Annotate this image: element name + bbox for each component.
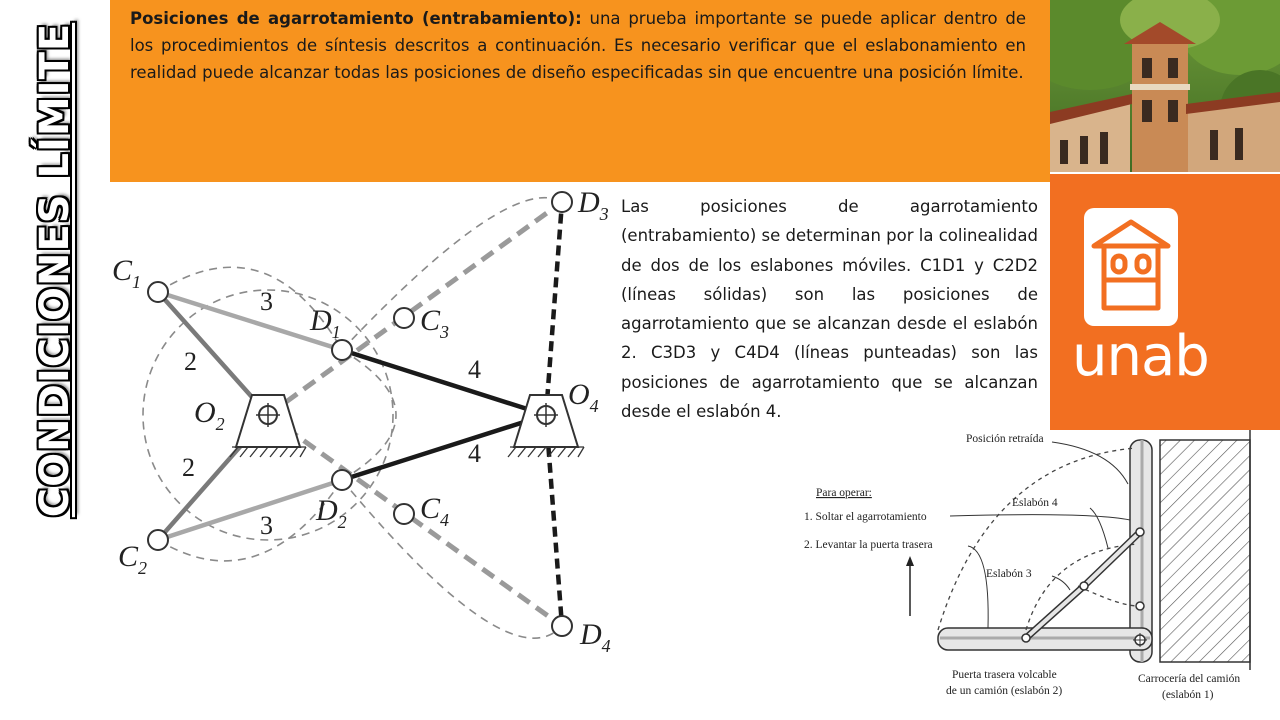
label-link4: Eslabón 4: [1012, 497, 1058, 509]
joint-d2: [332, 470, 352, 490]
arc-c2-d2: [158, 480, 342, 561]
ground-pivot-o2: [230, 395, 306, 457]
label-body-line2: (eslabón 1): [1162, 689, 1214, 701]
tower-icon: [1084, 208, 1178, 326]
label-tailgate-line1: Puerta trasera volcable: [952, 669, 1057, 681]
label-link4-top: 4: [468, 355, 481, 384]
label-d3: $D_3$: [578, 186, 609, 224]
arc-retract: [938, 448, 1136, 630]
leader-link4: [1090, 508, 1108, 548]
arc-d2-d4: [342, 480, 562, 638]
label-link2-bottom: 2: [182, 453, 195, 482]
joint-d1: [332, 340, 352, 360]
campus-photo: [1050, 0, 1280, 174]
label-o4: $O_4$: [568, 378, 599, 416]
fourbar-linkage-diagram: [110, 182, 630, 692]
joint-d3: [552, 192, 572, 212]
leader-step1: [950, 515, 1130, 520]
intro-bold-term: Posiciones de agarrotamiento (entrabamiento):: [130, 9, 582, 28]
label-step2: 2. Levantar la puerta trasera: [804, 539, 933, 551]
label-c1: $C_1$: [112, 254, 142, 292]
toggle-positions-description: Las posiciones de agarrotamiento (entrabamiento) se determinan por la colinealidad de dos de los eslabones móviles. C1D1 y C2D2 (líneas sólidas) son las posiciones de agarrotamiento que se alcanzan desde el eslabón 2. C3D3 y C4D4 (líneas punteadas) son las posiciones de agarrotamiento que se alcanzan desde el eslabón 4.: [621, 197, 1038, 422]
leader-retracted: [1052, 442, 1128, 484]
unab-logo-panel: [1050, 174, 1280, 430]
page-title: CONDICIONES LÍMITE: [32, 22, 78, 518]
joint-c1: [148, 282, 168, 302]
label-body-line1: Carrocería del camión: [1138, 673, 1241, 685]
label-link2-top: 2: [184, 347, 197, 376]
label-link3: Eslabón 3: [986, 568, 1032, 580]
campus-building-image: [1050, 0, 1280, 174]
side-title-container: [0, 0, 110, 720]
label-d2: $D_2$: [316, 494, 347, 532]
intro-paragraph: [130, 5, 1026, 86]
link4-d1: [342, 350, 546, 415]
label-o2: $O_2$: [194, 396, 225, 434]
label-tailgate-line2: de un camión (eslabón 2): [946, 685, 1063, 697]
label-d1: $D_1$: [310, 304, 341, 342]
arc-d1-d2: [342, 350, 396, 480]
intro-text: una prueba importante se puede aplicar dentro de los procedimientos de síntesis descritos a continuación. Es necesario verificar que el eslabonamiento en realidad puede alcanzar todas las posiciones de diseño especificadas sin que encuentre una posición límite.: [130, 9, 1026, 82]
truck-tailgate-diagram: [790, 420, 1280, 720]
label-retracted: Posición retraída: [966, 433, 1044, 445]
arc-d1-d3: [342, 198, 562, 350]
joint-c3: [394, 308, 414, 328]
label-link3-top: 3: [260, 287, 273, 316]
label-c4: $C_4$: [420, 492, 450, 530]
label-c2: $C_2$: [118, 540, 148, 578]
intro-banner: [110, 0, 1050, 182]
unab-logo-text: unab: [1072, 324, 1209, 389]
link4-dashed-d3: [546, 202, 562, 415]
leader-step2: [968, 546, 988, 628]
joint-c4: [394, 504, 414, 524]
label-link3-bottom: 3: [260, 511, 273, 540]
unab-logo-icon: [1084, 208, 1178, 326]
label-step1: 1. Soltar el agarrotamiento: [804, 511, 927, 523]
joint-d4: [552, 616, 572, 636]
label-link4-bottom: 4: [468, 439, 481, 468]
label-operate-title: Para operar:: [816, 487, 872, 499]
label-d4: $D_4$: [580, 618, 611, 656]
label-c3: $C_3$: [420, 304, 450, 342]
truck-body-hatch: [1160, 440, 1250, 662]
joint-c2: [148, 530, 168, 550]
